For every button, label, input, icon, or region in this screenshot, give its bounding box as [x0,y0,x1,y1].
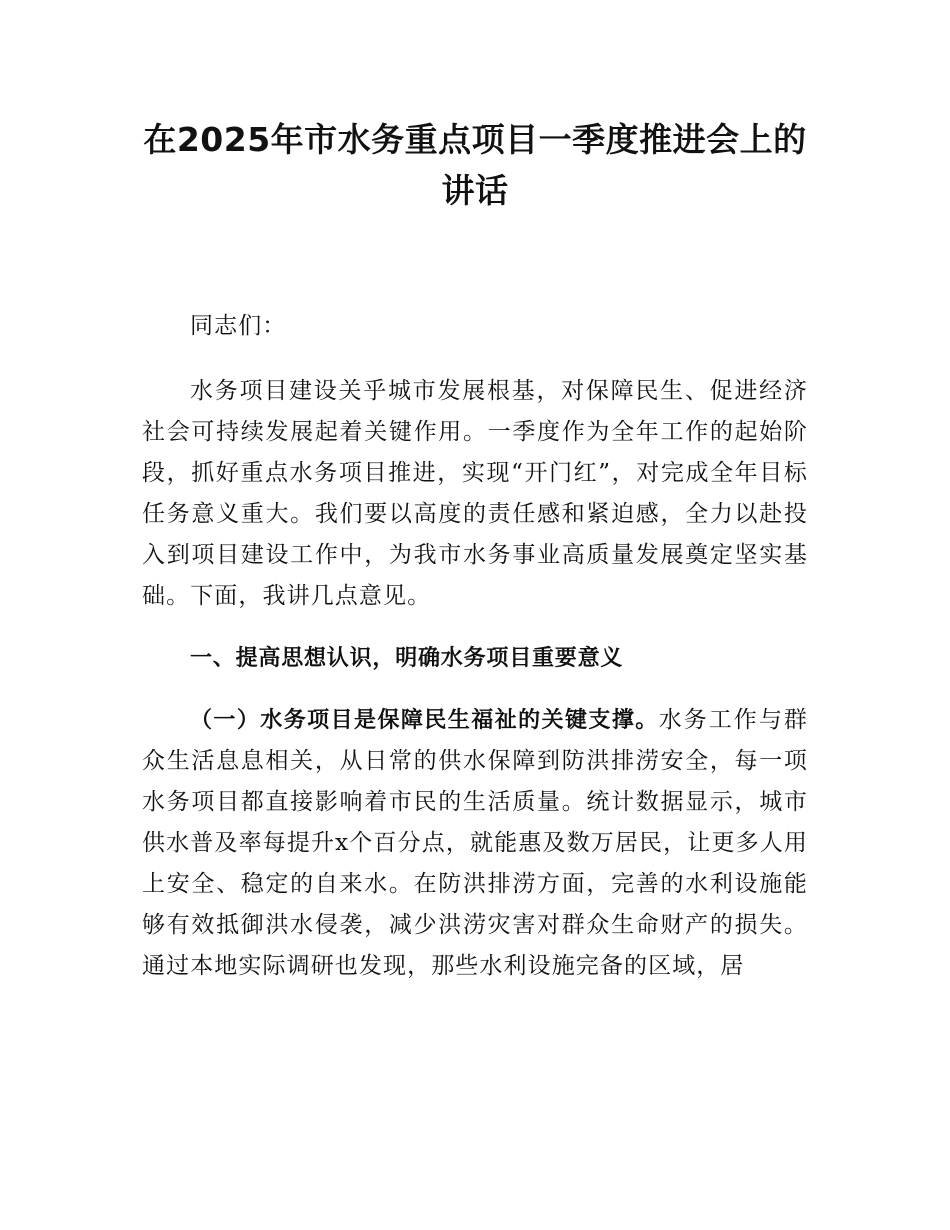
subsection-heading-1: （一）水务项目是保障民生福祉的关键支撑。 [190,708,659,733]
subsection-paragraph-1 [142,700,808,987]
section-heading-1: 一、提高思想认识，明确水务项目重要意义 [190,646,624,671]
title-line-1: 在2025年市水务重点项目一季度推进会上的 [143,120,807,159]
intro-paragraph: 水务项目建设关乎城市发展根基，对保障民生、促进经济社会可持续发展起着关键作用。一季度作为全年工作的起始阶段，抓好重点水务项目推进，实现“开门红”，对完成全年目标任务意义重大。我们要以高度的责任感和紧迫感，全力以赴投入到项目建设工作中，为我市水务事业高质量发展奠定坚实基础。下面，我讲几点意见。 [142,378,808,609]
document-body [142,306,808,987]
salutation: 同志们： [190,313,287,339]
document-title [142,114,808,216]
subsection-body-1: 水务工作与群众生活息息相关，从日常的供水保障到防洪排涝安全，每一项水务项目都直接影响着市民的生活质量。统计数据显示，城市供水普及率每提升x个百分点，就能惠及数万居民，让更多人用上安全、稳定的自来水。在防洪排涝方面，完善的水利设施能够有效抵御洪水侵袭，减少洪涝灾害对群众生命财产的损失。通过本地实际调研也发现，那些水利设施完备的区域，居 [142,707,808,979]
title-line-2: 讲话 [441,171,509,210]
